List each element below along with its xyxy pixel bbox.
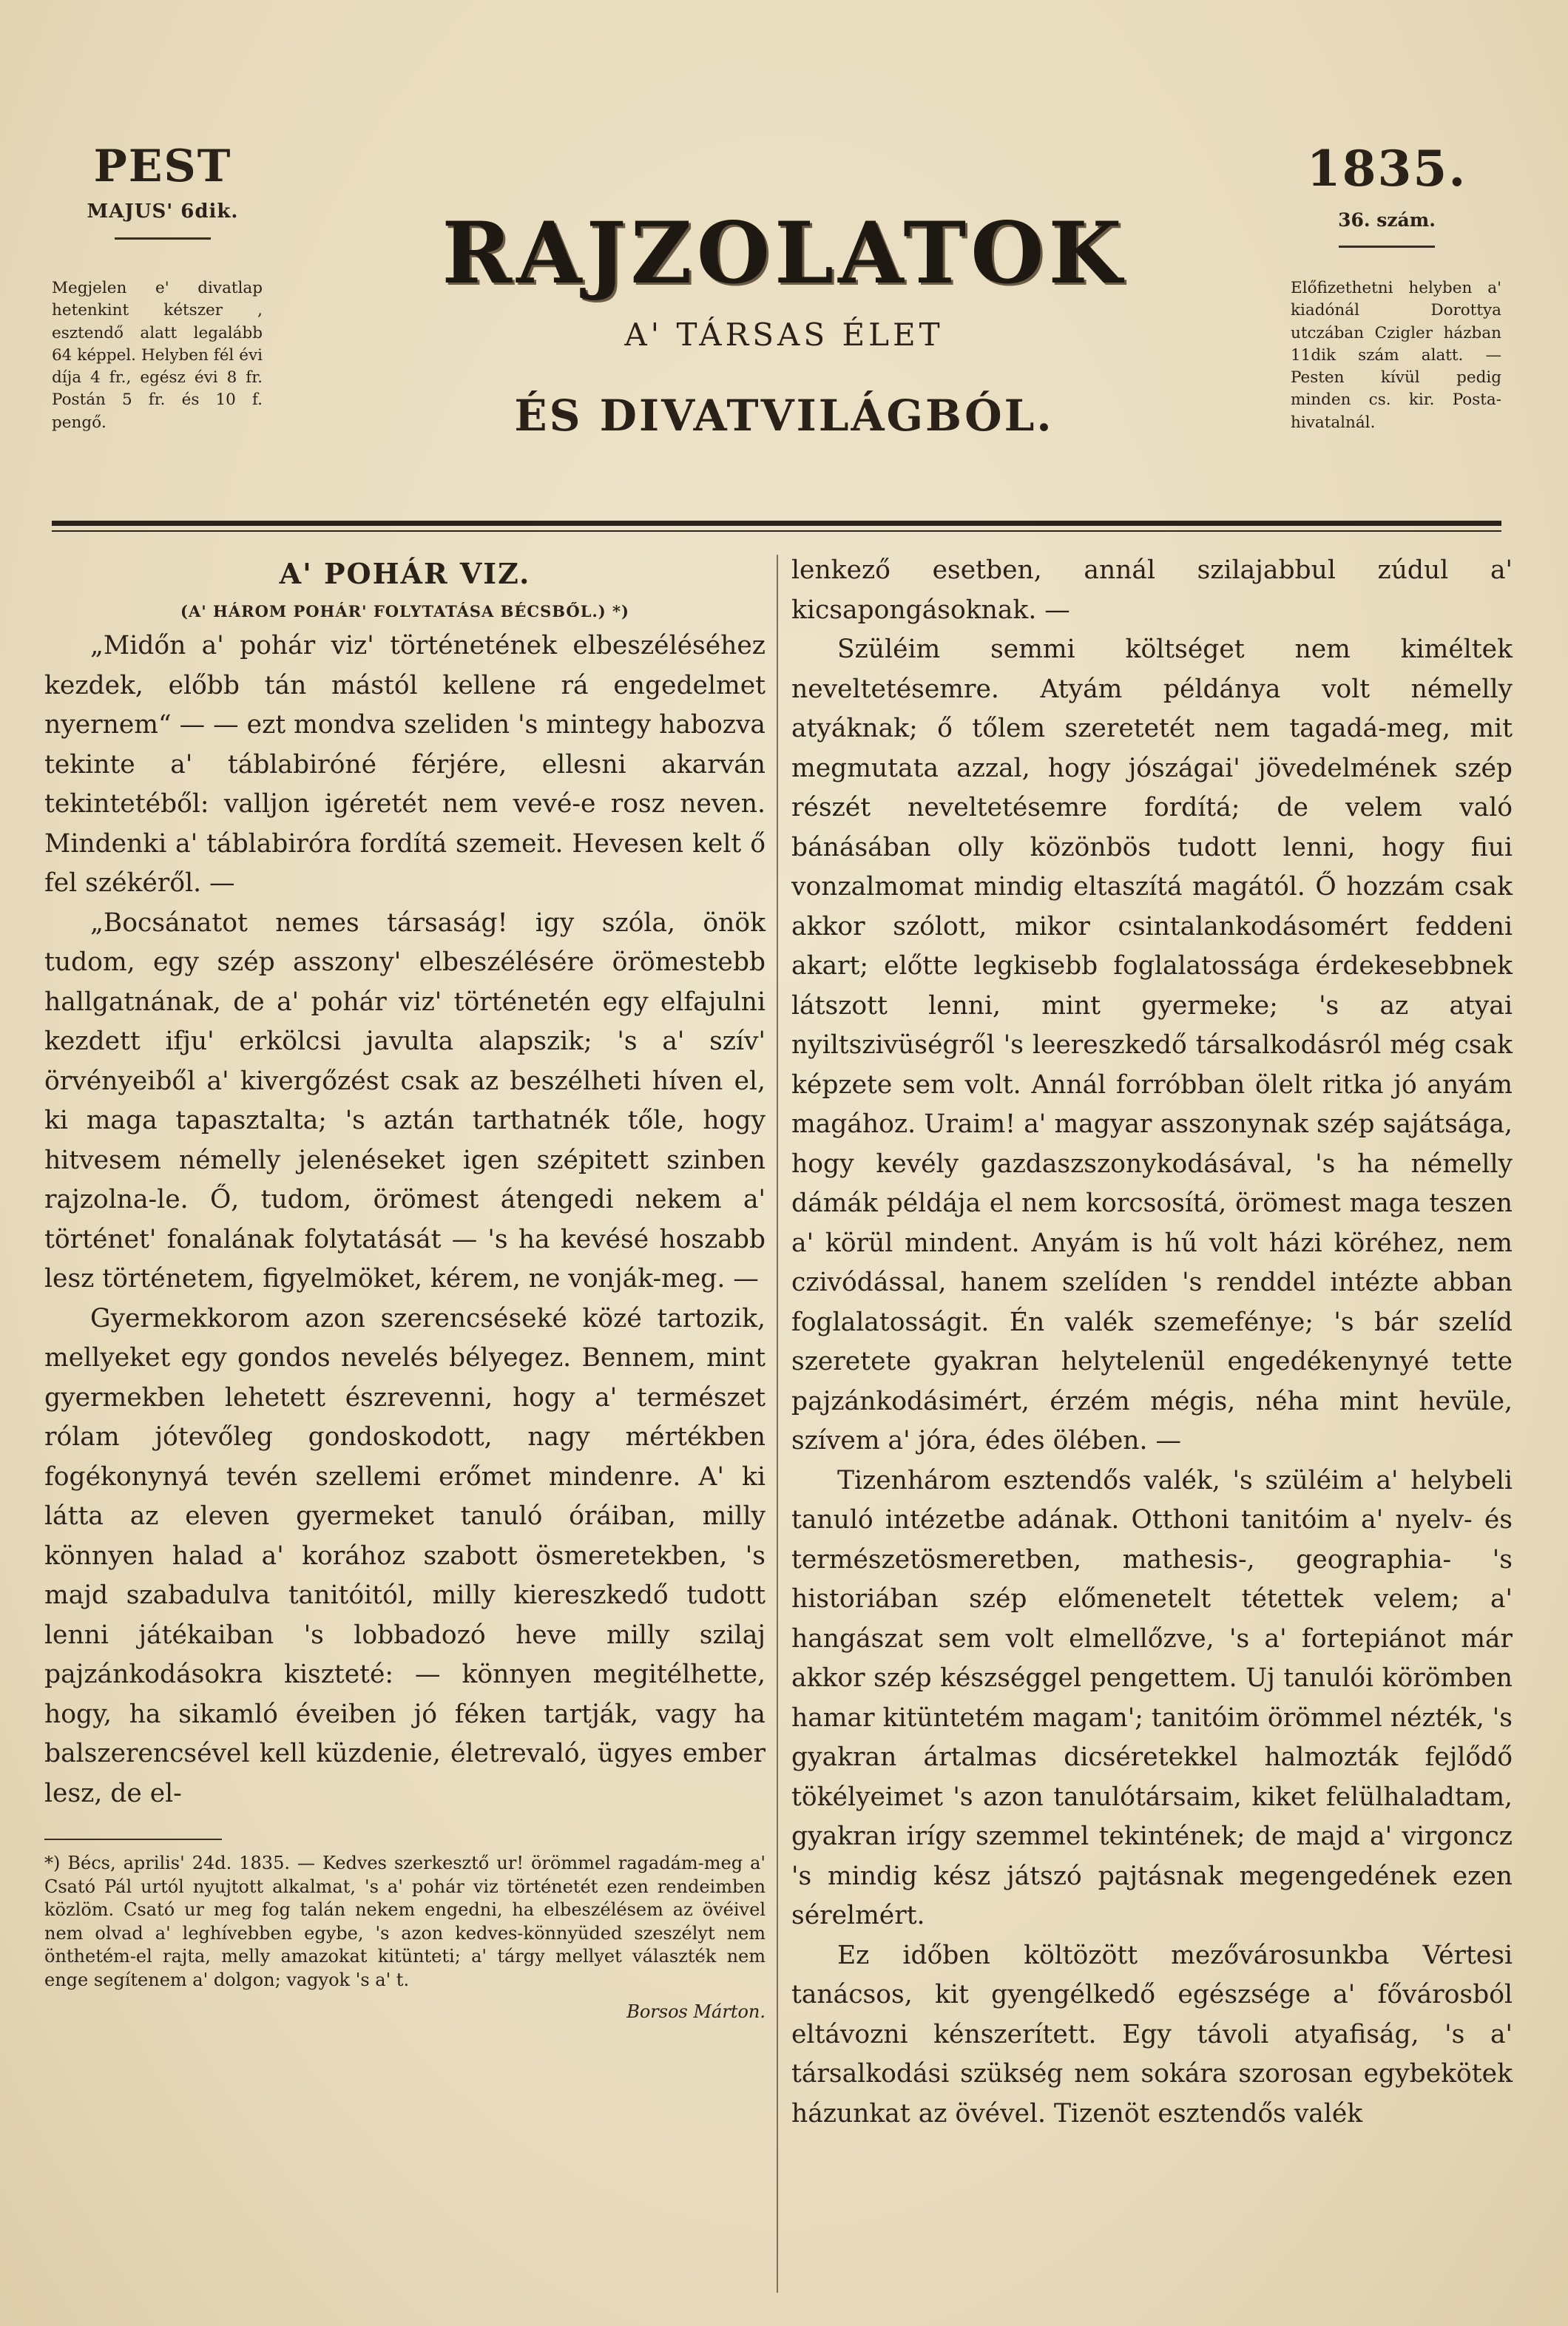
ordering-notice: Előfizethetni helyben a' kiadónál Dorottya utczában Czigler házban 11dik szám alatt. — Pesten kívül pedig minden cs. kir. Posta-hivatalnál. [1291, 279, 1501, 432]
issue-date: MAJUS' 6dik. [87, 200, 239, 223]
masthead-rule-thick [52, 521, 1501, 526]
paragraph: Tizenhárom esztendős valék, 's szüléim a' helybeli tanuló intézetbe adának. Otthoni tanitóim a' nyelv- és természetösmeretben, mathesis-, geographia- 's historiában szép előmenetelt tétettek velem; a' hangászat sem volt elmellőzve, 's a' fortepiánot már akkor szép készséggel pengettem. Uj tanulói körömben hamar kitüntetém magam'; tanitóim örömmel nézték, 's gyakran ártalmas dicséretekkel halmozták fejlődő tökélyeimet 's azon tanulótársaim, kiket felülhaladtam, gyakran irígy szemmel tekintének; de majd a' virgoncz 's mindig kész játszó pajtásnak megengedének ezen sérelmért. [791, 1465, 1513, 1930]
column-divider [777, 555, 778, 2293]
footnote-signature: Borsos Márton. [626, 2001, 766, 2022]
column-right [791, 551, 1513, 2134]
masthead-subtitle-2: ÉS DIVATVILÁGBÓL. [514, 391, 1054, 441]
footnote-rule [44, 1839, 222, 1840]
article-subtitle: (A' HÁROM POHÁR' FOLYTATÁSA BÉCSBŐL.) *) [180, 602, 629, 621]
divider [115, 237, 211, 240]
paragraph: lenkező esetben, annál szilajabbul zúdul a' kicsapongásoknak. — [791, 555, 1513, 625]
issue-year: 1835. [1306, 140, 1467, 197]
divider [1339, 246, 1435, 248]
paragraph: Ez időben költözött mezővárosunkba Vértesi tanácsos, kit gyengélkedő egészsége a' fővárosból eltávozni kénszerített. Egy távoli atyafiság, 's a' társalkodási szükség nem sokára szorosan egybekötek házunkat az övével. Tizenöt esztendős valék [791, 1940, 1513, 2129]
article-title: A' POHÁR VIZ. [279, 557, 531, 590]
header-left [52, 141, 274, 240]
masthead-title: RAJZOLATOK [442, 203, 1126, 302]
masthead-rule-thin [52, 530, 1501, 532]
subscription-notice: Megjelen e' divatlap hetenkint kétszer , esztendő alatt legalább 64 képpel. Helyben fél évi díja 4 fr., egész évi 8 fr. Postán 5 fr. és 10 f. pengő. [52, 279, 263, 432]
masthead-subtitle-1: A' TÁRSAS ÉLET [624, 317, 944, 353]
paragraph: „Midőn a' pohár viz' történetének elbeszéléséhez kezdek, előbb tán mástól kellene rá engedelmet nyernem“ — — ezt mondva szeliden 's mintegy habozva tekinte a' táblabiróné férjére, ellesni akarván tekintetéből: valljon igéretét nem vevé-e rosz neven. Mindenki a' táblabiróra fordítá szemeit. Hevesen kelt ő fel székéről. — [44, 631, 766, 898]
place-name: PEST [93, 141, 232, 192]
issue-number: 36. szám. [1338, 209, 1436, 231]
paragraph: „Bocsánatot nemes társaság! igy szóla, önök tudom, egy szép asszony' elbeszélésére örömestebb hallgatnának, de a' pohár viz' történetén egy elfajulni kezdett ifju' erkölcsi javulta alapszik; 's a' szív' örvényeiből a' kivergőzést csak az beszélheti híven el, ki maga tapasztalta; 's aztán tarthatnék tőle, hogy hitvesem némelly jelenéseket igen szépitett szinben rajzolna-le. Ő, tudom, örömest átengedi nekem a' történet' fonalának folytatását — 's ha kevésé hoszabb lesz történetem, figyelmöket, kérem, ne vonják-meg. — [44, 907, 766, 1294]
footnote: *) Bécs, aprilis' 24d. 1835. — Kedves szerkesztő ur! örömmel ragadám-meg a' Csató Pál urtól nyujtott alkalmat, 's a' pohár viz történetét ezen rendeimben közlöm. Csató ur meg fog talán nekem engedni, ha elbeszélésem az övéivel nem olvad a' leghívebben egybe, 's azon kedves-könnyüded szeszélyt nem önthetém-el rajta, melly amazokat kitünteti; a' tárgy mellyet választék nem enge segítenem a' dolgon; vagyok 's a' t. [44, 1853, 766, 1990]
header-right [1280, 140, 1494, 248]
paragraph: Szüléim semmi költséget nem kiméltek neveltetésemre. Atyám példánya volt némelly atyáknak; ő tőlem szeretetét nem tagadá-meg, mit megmutata azzal, hogy jószágai' jövedelmének szép részét neveltetésemre fordítá; de velem való bánásában olly közönbös tudott lenni, hogy fiui vonzalmomat mindig eltaszítá magától. Ő hozzám csak akkor szólott, mikor csintalankodásomért feddeni akart; előtte legkisebb foglalatossága érdekesebbnek látszott lenni, mint gyermeke; 's az atyai nyiltszivüségről 's leereszkedő társalkodásról még csak képzete sem volt. Annál forróbban ölelt ritka jó anyám magához. Uraim! a' magyar asszonynak szép sajátsága, hogy kevély gazdaszszonykodásával, 's ha némelly dámák példája el nem korcsosítá, örömest maga teszen a' körül mindent. Anyám is hű volt házi köréhez, nem czivódással, hanem szelíden 's renddel intézte abban foglalatosságit. Én valék szemefénye; 's bár szelíd szeretete gyakran helytelenül engedékenynyé tette pajzánkodásimért, érzém mégis, néha mint hevüle, szívem a' jóra, édes ölében. — [791, 635, 1513, 1456]
column-left [44, 551, 766, 2032]
paragraph: Gyermekkorom azon szerencséseké közé tartozik, mellyeket egy gondos nevelés bélyegez. Bennem, mint gyermekben lehetett észrevenni, hogy a' természet rólam jótevőleg gondoskodott, nagy mértékben fogékonynyá tevén szellemi erőmet mindenre. A' ki látta az eleven gyermeket tanuló óráiban, milly könnyen halad a' korához szabott ösmeretekben, 's majd szabadulva tanitóitól, milly kiereszkedő tudott lenni játékaiban 's lobbadozó heve milly szilaj pajzánkodásokra kiszteté: — könnyen megitélhette, hogy, ha sikamló éveiben jó féken tartják, vagy ha balszerencsével kell küzdenie, életrevaló, ügyes ember lesz, de el- [44, 1303, 766, 1808]
